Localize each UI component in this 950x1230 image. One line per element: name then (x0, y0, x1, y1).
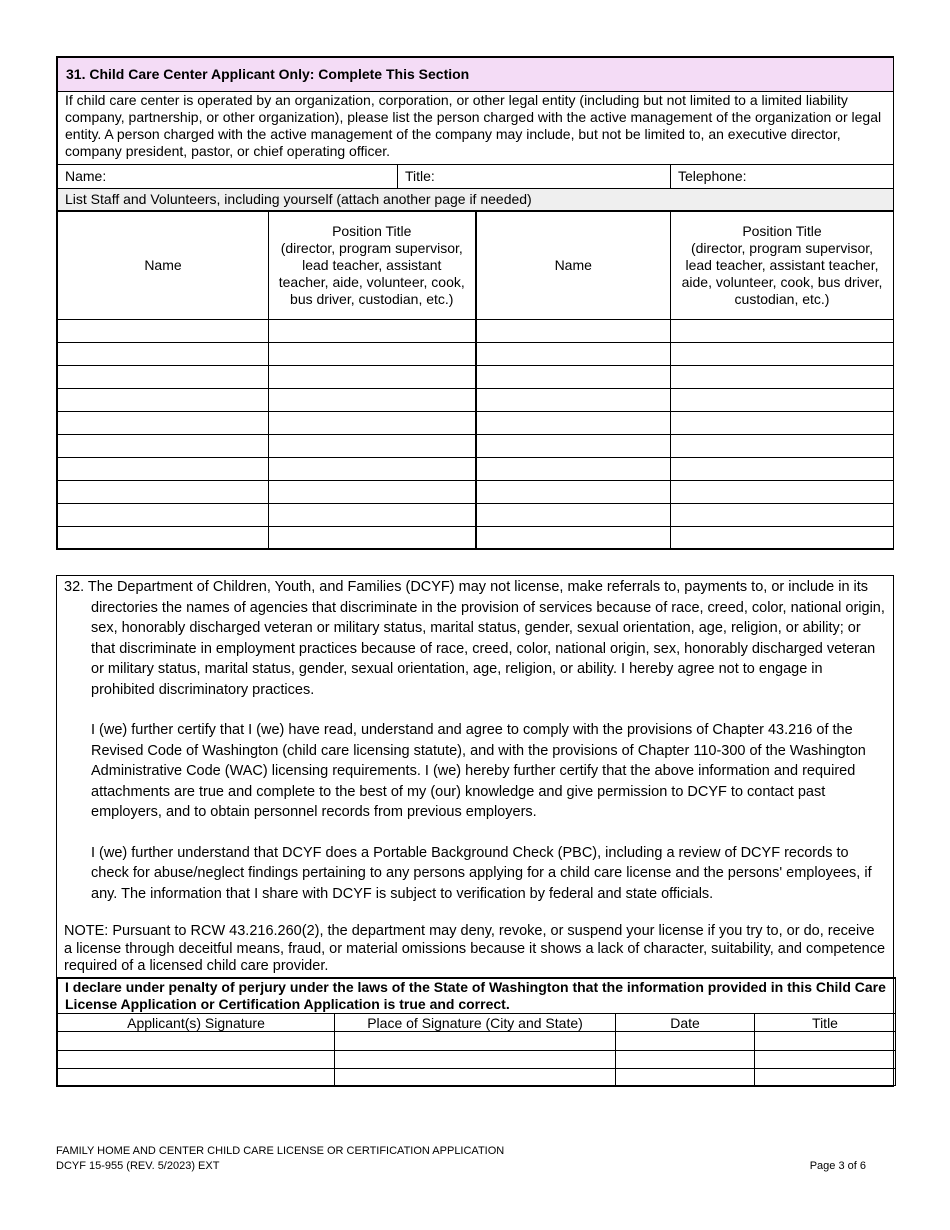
staff-position-header: Position Title (director, program supervisor, lead teacher, assistant teacher, aide, volunteer, cook, bus driver, custodian, etc.) (269, 212, 476, 320)
staff-position-input[interactable] (671, 527, 894, 549)
date-input[interactable] (616, 1051, 755, 1069)
staff-name-input[interactable] (476, 343, 671, 366)
staff-position-input[interactable] (269, 527, 476, 549)
staff-position-input[interactable] (269, 435, 476, 458)
manager-name-label: Name: (65, 168, 107, 184)
staff-position-input[interactable] (671, 412, 894, 435)
manager-name-field[interactable] (58, 165, 398, 189)
staff-row (58, 435, 894, 458)
staff-name-header: Name (476, 212, 671, 320)
title-input[interactable] (755, 1032, 896, 1051)
signature-col-date: Date (616, 1014, 755, 1032)
staff-name-input[interactable] (58, 504, 269, 527)
staff-name-input[interactable] (58, 389, 269, 412)
staff-position-input[interactable] (269, 343, 476, 366)
staff-name-input[interactable] (476, 412, 671, 435)
section-31 (56, 56, 894, 550)
staff-table (57, 211, 894, 549)
staff-row (58, 320, 894, 343)
staff-position-input[interactable] (269, 412, 476, 435)
staff-position-input[interactable] (671, 389, 894, 412)
staff-row (58, 366, 894, 389)
signature-col-applicant: Applicant(s) Signature (58, 1014, 335, 1032)
staff-name-input[interactable] (476, 504, 671, 527)
manager-telephone-field[interactable] (671, 165, 894, 189)
signature-input[interactable] (58, 1069, 335, 1086)
section-32-background-check: I (we) further understand that DCYF does a Portable Background Check (PBC), including a review of DCYF records to check for abuse/neglect findings pertaining to any persons applying for a child care license and the persons' employees, if any. The information that I share with DCYF is subject to verification by federal and state officials. (91, 844, 872, 902)
section-32-certification: I (we) further certify that I (we) have read, understand and agree to comply with the provisions of Chapter 43.216 of the Revised Code of Washington (child care licensing statute), and with the provisions of Chapter 110-300 of the Washington Administrative Code (WAC) licensing requirements. I (we) hereby further certify that the above information and required attachments are true and complete to the best of my (our) knowledge and give permission to DCYF to contact past employers, and to obtain personnel records from previous employers. (91, 722, 866, 820)
manager-title-label: Title: (405, 168, 435, 184)
title-input[interactable] (755, 1051, 896, 1069)
staff-row (58, 343, 894, 366)
staff-position-input[interactable] (671, 343, 894, 366)
staff-name-input[interactable] (58, 458, 269, 481)
staff-name-input[interactable] (476, 458, 671, 481)
staff-position-input[interactable] (671, 504, 894, 527)
title-input[interactable] (755, 1069, 896, 1086)
staff-row (58, 504, 894, 527)
staff-position-input[interactable] (269, 320, 476, 343)
staff-row (58, 527, 894, 549)
section-32-nondiscrimination: 32. The Department of Children, Youth, and Families (DCYF) may not license, make referrals to, payments to, or include in its directories the names of agencies that discriminate in the provision of services because of race, creed, color, national origin, sex, honorably discharged veteran or military status, marital status, gender, sexual orientation, age, religion, or ability; or that discriminate in employment practices because of race, creed, color, national origin, sex, honorably discharged veteran or military status, marital status, gender, sexual orientation, age, religion, or ability. I hereby agree not to engage in prohibited discriminatory practices. (64, 579, 885, 698)
signature-table (57, 977, 896, 1086)
signature-col-place: Place of Signature (City and State) (335, 1014, 616, 1032)
staff-list-label: List Staff and Volunteers, including yourself (attach another page if needed) (58, 189, 894, 211)
manager-title-field[interactable] (398, 165, 671, 189)
manager-telephone-label: Telephone: (678, 168, 747, 184)
staff-row (58, 389, 894, 412)
form-title: FAMILY HOME AND CENTER CHILD CARE LICENSE OR CERTIFICATION APPLICATION (56, 1145, 505, 1157)
staff-position-input[interactable] (671, 458, 894, 481)
date-input[interactable] (616, 1069, 755, 1086)
staff-name-input[interactable] (476, 366, 671, 389)
section-31-title: 31. Child Care Center Applicant Only: Complete This Section (58, 58, 894, 92)
staff-position-input[interactable] (269, 504, 476, 527)
form-number: DCYF 15-955 (REV. 5/2023) EXT (56, 1160, 220, 1172)
page-number: Page 3 of 6 (809, 1160, 866, 1172)
staff-name-input[interactable] (476, 435, 671, 458)
staff-name-input[interactable] (476, 527, 671, 549)
staff-name-input[interactable] (476, 389, 671, 412)
section-31-intro: If child care center is operated by an organization, corporation, or other legal entity (including but not limited to a limited liability company, partnership, or other organization), please list the person charged with the active management of the organization or legal entity. A person charged with the active management of the company may include, but not be limited to, an executive director, company president, pastor, or chief operating officer. (58, 92, 894, 165)
staff-name-input[interactable] (58, 343, 269, 366)
staff-name-input[interactable] (58, 435, 269, 458)
staff-position-input[interactable] (269, 481, 476, 504)
staff-name-input[interactable] (58, 412, 269, 435)
staff-name-input[interactable] (58, 320, 269, 343)
signature-input[interactable] (58, 1051, 335, 1069)
staff-row (58, 458, 894, 481)
place-input[interactable] (335, 1069, 616, 1086)
section-32-note: NOTE: Pursuant to RCW 43.216.260(2), the department may deny, revoke, or suspend your license if you try to, or do, receive a license through deceitful means, fraud, or material omissions because it shows a lack of character, suitability, and competence required of a licensed child care provider. (64, 923, 886, 974)
staff-position-header: Position Title (director, program supervisor, lead teacher, assistant teacher, aide, volunteer, cook, bus driver, custodian, etc.) (671, 212, 894, 320)
place-input[interactable] (335, 1032, 616, 1051)
staff-row (58, 412, 894, 435)
staff-position-input[interactable] (671, 366, 894, 389)
staff-position-input[interactable] (671, 481, 894, 504)
signature-input[interactable] (58, 1032, 335, 1051)
section-32 (56, 575, 894, 1087)
staff-name-input[interactable] (58, 527, 269, 549)
staff-position-input[interactable] (671, 320, 894, 343)
staff-name-input[interactable] (476, 481, 671, 504)
staff-name-input[interactable] (58, 481, 269, 504)
perjury-declaration: I declare under penalty of perjury under the laws of the State of Washington that the information provided in this Child Care License Application or Certification Application is true and correct. (58, 978, 896, 1014)
staff-position-input[interactable] (269, 458, 476, 481)
staff-position-input[interactable] (269, 366, 476, 389)
staff-position-input[interactable] (269, 389, 476, 412)
place-input[interactable] (335, 1051, 616, 1069)
staff-name-header: Name (58, 212, 269, 320)
staff-name-input[interactable] (58, 366, 269, 389)
staff-name-input[interactable] (476, 320, 671, 343)
date-input[interactable] (616, 1032, 755, 1051)
signature-col-title: Title (755, 1014, 896, 1032)
staff-row (58, 481, 894, 504)
staff-position-input[interactable] (671, 435, 894, 458)
